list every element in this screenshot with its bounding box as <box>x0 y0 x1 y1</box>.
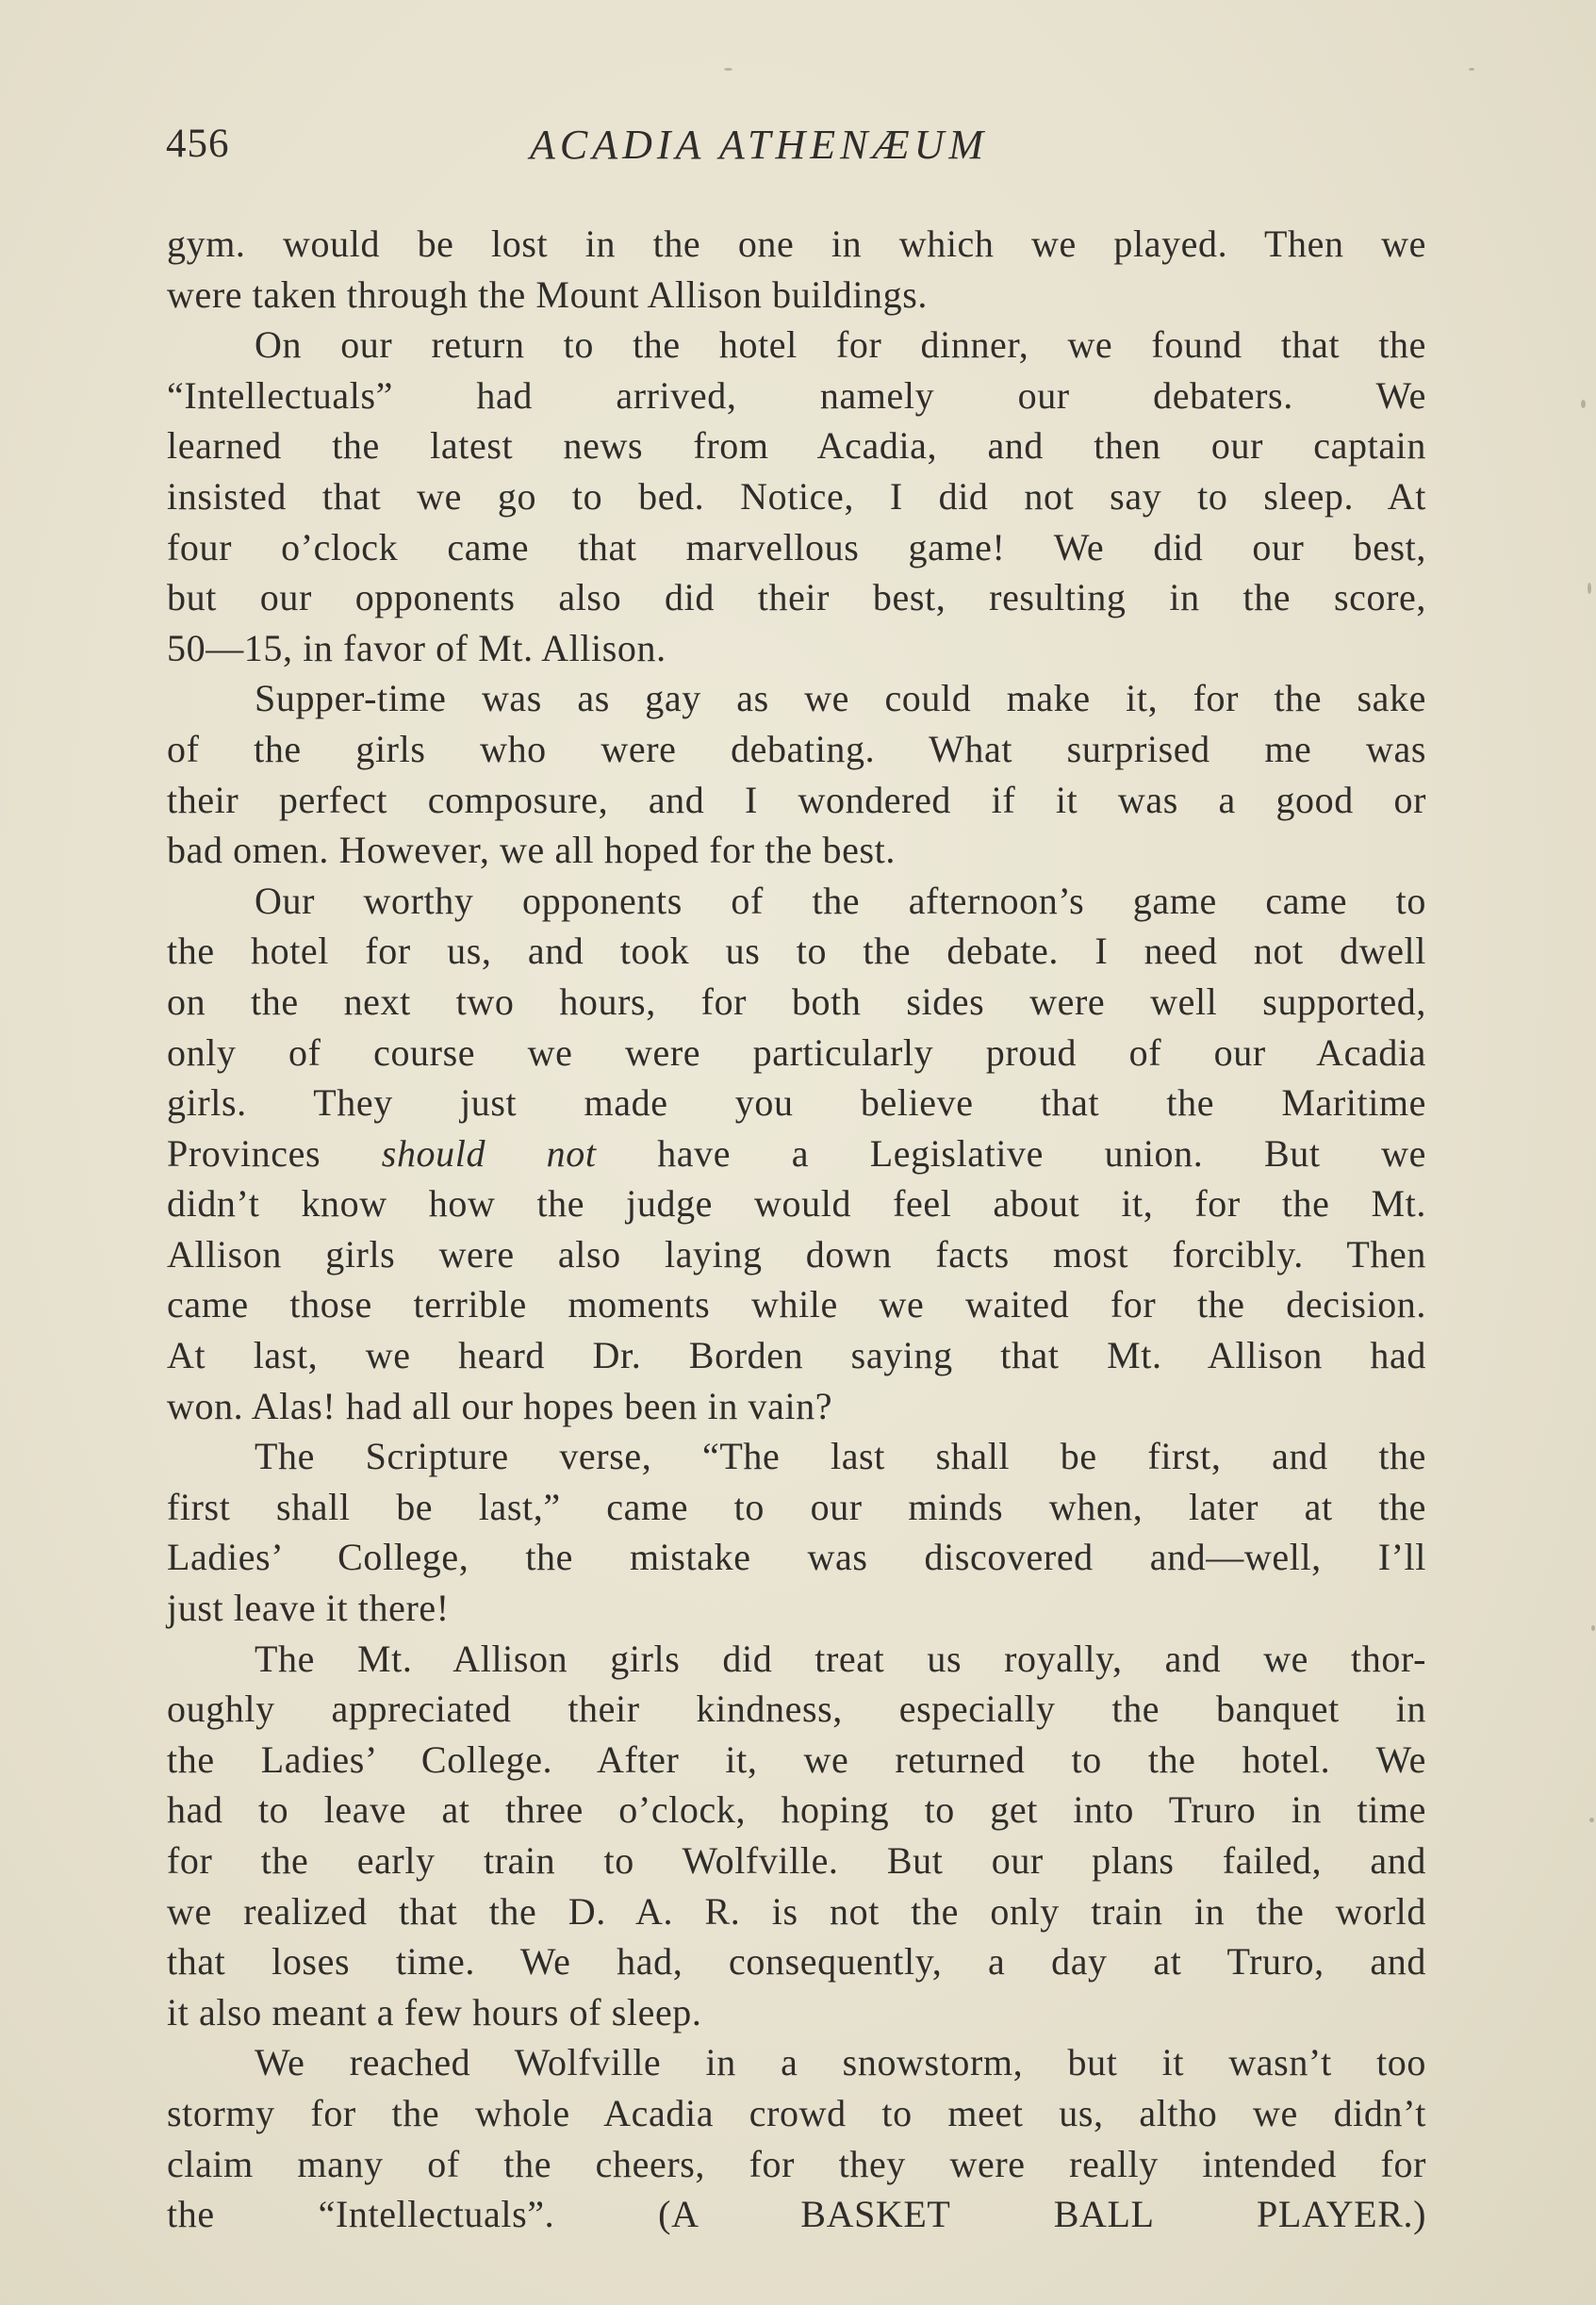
author-signature: (A BASKET BALL PLAYER.) <box>658 2193 1427 2236</box>
text-line: insisted that we go to bed. Notice, I did not say to sleep. At <box>167 474 1426 518</box>
text-line: Supper-time was as gay as we could make it, for the sake <box>255 677 1426 720</box>
text-line: stormy for the whole Acadia crowd to meet us, altho we didn’t <box>167 2091 1426 2134</box>
paper-speck <box>724 68 732 71</box>
text-line: girls. They just made you believe that the Maritime <box>167 1081 1426 1125</box>
running-head: ACADIA ATHENÆUM <box>530 122 989 168</box>
text-line: it also meant a few hours of sleep. <box>167 1990 702 2033</box>
text-line: At last, we heard Dr. Borden saying that Mt. Allison had <box>167 1334 1426 1377</box>
text-line: the Ladies’ College. After it, we returned to the hotel. We <box>167 1737 1426 1781</box>
text-line <box>167 2189 1426 2240</box>
text-line <box>167 1128 1426 1179</box>
page-number: 456 <box>166 122 230 166</box>
text-line: Allison girls were also laying down facts most forcibly. Then <box>167 1232 1426 1276</box>
paper-speck <box>1581 400 1586 408</box>
text-line: just leave it there! <box>167 1587 450 1630</box>
text-line: 50—15, in favor of Mt. Allison. <box>167 626 666 669</box>
text-line: bad omen. However, we all hoped for the best. <box>167 829 896 872</box>
text-segment: Provinces <box>167 1131 382 1175</box>
text-line: oughly appreciated their kindness, especially the banquet in <box>167 1688 1426 1731</box>
text-line: gym. would be lost in the one in which we played. Then we <box>167 222 1426 265</box>
text-line: came those terrible moments while we waited for the decision. <box>167 1283 1426 1326</box>
text-line: On our return to the hotel for dinner, we found that the <box>255 323 1426 367</box>
text-line: only of course we were particularly proud of our Acadia <box>167 1030 1426 1074</box>
text-line: didn’t know how the judge would feel about it, for the Mt. <box>167 1182 1426 1226</box>
text-line: first shall be last,” came to our minds when, later at the <box>167 1485 1426 1528</box>
text-line: their perfect composure, and I wondered if it was a good or <box>167 778 1426 821</box>
paper-speck <box>1589 1818 1594 1822</box>
paper-speck <box>1588 583 1591 594</box>
text-line: We reached Wolfville in a snowstorm, but it wasn’t too <box>255 2041 1426 2084</box>
text-line: were taken through the Mount Allison buildings. <box>167 272 929 316</box>
text-line: for the early train to Wolfville. But our plans failed, and <box>167 1839 1426 1882</box>
article-body <box>167 219 1426 2240</box>
text-line: learned the latest news from Acadia, and then our captain <box>167 424 1426 468</box>
text-line: of the girls who were debating. What surprised me was <box>167 727 1426 770</box>
emphasized-text: should not <box>381 1131 597 1175</box>
paper-speck <box>1469 68 1474 71</box>
text-line: had to leave at three o’clock, hoping to get into Truro in time <box>167 1788 1426 1832</box>
text-line: that loses time. We had, consequently, a day at Truro, and <box>167 1940 1426 1984</box>
paper-speck <box>1591 1625 1595 1631</box>
text-line: on the next two hours, for both sides were well supported, <box>167 980 1426 1023</box>
text-line: Ladies’ College, the mistake was discovered and—well, I’ll <box>167 1536 1426 1579</box>
text-line: we realized that the D. A. R. is not the only train in the world <box>167 1889 1426 1933</box>
text-line: The Scripture verse, “The last shall be first, and the <box>255 1435 1426 1478</box>
text-line: but our opponents also did their best, resulting in the score, <box>167 576 1426 619</box>
text-segment: have a Legislative union. But we <box>596 1131 1426 1175</box>
text-line: won. Alas! had all our hopes been in vain? <box>167 1384 833 1427</box>
text-line: Our worthy opponents of the afternoon’s game came to <box>255 879 1426 922</box>
text-line: The Mt. Allison girls did treat us royally, and we thor- <box>255 1637 1426 1680</box>
text-line: “Intellectuals” had arrived, namely our debaters. We <box>167 373 1426 417</box>
text-line: the hotel for us, and took us to the debate. I need not dwell <box>167 930 1426 973</box>
text-line: claim many of the cheers, for they were really intended for <box>167 2142 1426 2185</box>
page-header <box>166 121 1425 177</box>
text-segment: the “Intellectuals”. <box>167 2193 555 2236</box>
text-line: four o’clock came that marvellous game! We did our best, <box>167 525 1426 568</box>
